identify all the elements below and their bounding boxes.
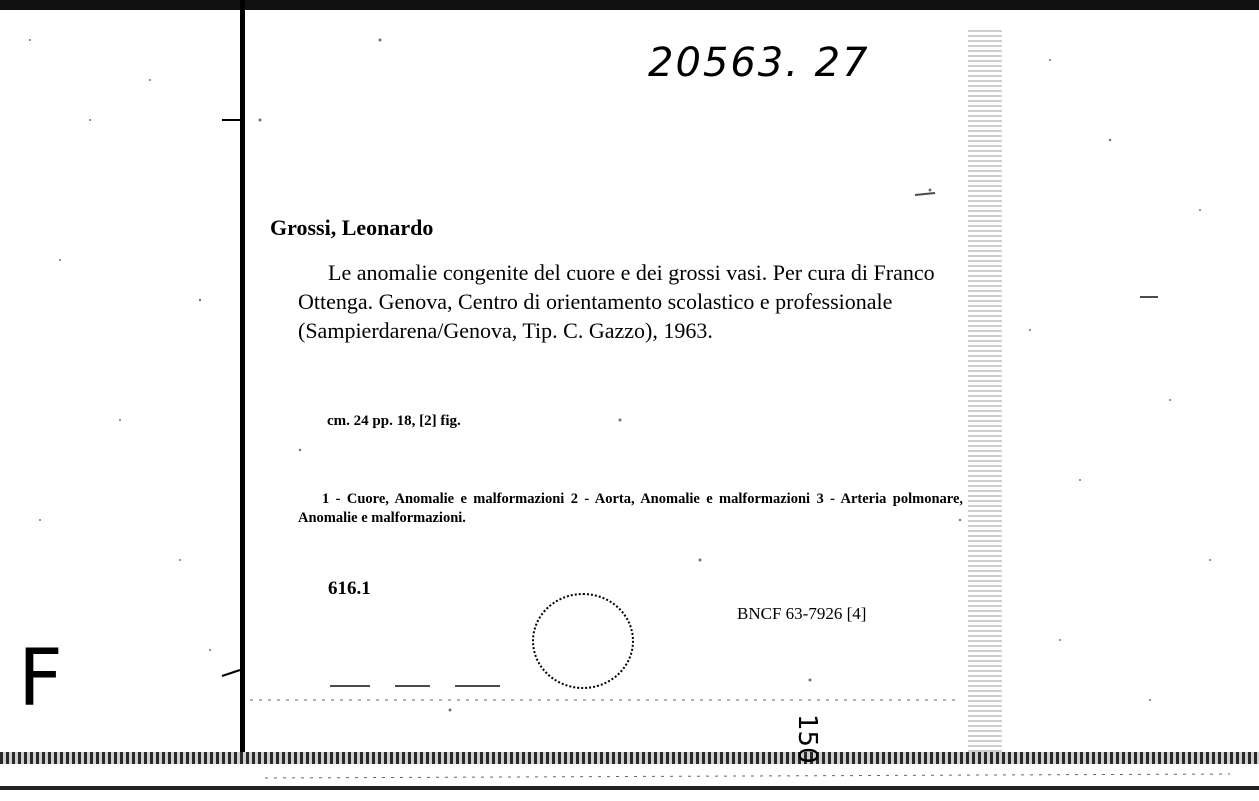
rotated-number: 150 [792,714,822,764]
scan-bottom-line [0,786,1259,790]
scan-bottom-border [0,752,1259,764]
handwritten-inventory-number: 20563. 27 [648,40,870,86]
author-heading: Grossi, Leonardo [270,215,434,240]
bncf-reference: BNCF 63-7926 [4] [737,604,867,623]
collation-line: cm. 24 pp. 18, [2] fig. [327,413,461,429]
bibliographic-description: Le anomalie congenite del cuore e dei grossi vasi. Per cura di Franco Ottenga. Genova, Centro di orientamento scolastico e professionale (Sampierdarena/Genova, Tip. C. Gazzo), 1963. [298,260,935,343]
card-right-edge [968,30,1002,755]
circular-stamp [532,593,634,689]
margin-letter: F [18,634,63,724]
classification-number: 616.1 [328,578,371,599]
subject-headings: 1 - Cuore, Anomalie e malformazioni 2 - Aorta, Anomalie e malformazioni 3 - Arteria polmonare, Anomalie e malformazioni. [298,491,963,526]
